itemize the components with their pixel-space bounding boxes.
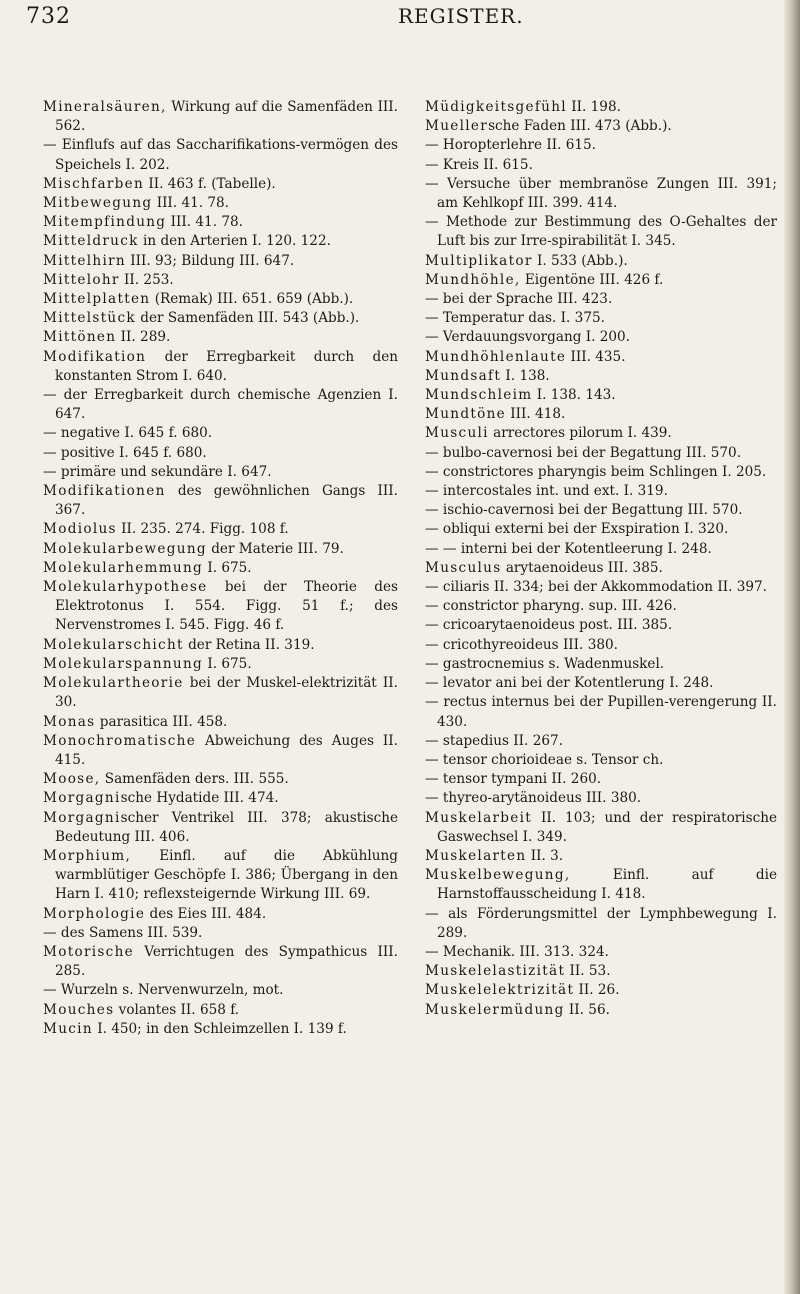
index-entry: [425, 981, 777, 1000]
index-column-left: [43, 98, 398, 1039]
index-reference: der Erregbarkeit durch den konstanten Strom I. 640.: [55, 348, 398, 384]
index-entry: [43, 309, 398, 328]
index-entry: [425, 732, 777, 751]
index-entry: [43, 328, 398, 347]
index-keyword: Mundhöhle,: [425, 271, 521, 288]
index-entry: [425, 789, 777, 808]
index-keyword: Musculi: [425, 425, 489, 442]
index-reference: — Kreis II. 615.: [425, 156, 533, 173]
index-reference: III. 41. 78.: [166, 214, 243, 231]
index-keyword: Molekulartheorie: [43, 675, 184, 692]
index-entry: [43, 444, 398, 463]
index-entry: [43, 578, 398, 636]
index-entry: [43, 386, 398, 424]
index-reference: — bulbo-cavernosi bei der Begattung III. 570.: [425, 444, 742, 461]
index-reference: — cricothyreoideus III. 380.: [425, 636, 618, 653]
index-keyword: Monas: [43, 713, 96, 730]
index-reference: — negative I. 645 f. 680.: [43, 425, 213, 442]
index-entry: [425, 444, 777, 463]
index-entry: [43, 924, 398, 943]
index-reference: — rectus internus bei der Pupillen-verengerung II. 430.: [425, 694, 777, 730]
index-entry: [425, 674, 777, 693]
index-entry: [425, 156, 777, 175]
index-entry: [425, 616, 777, 635]
index-keyword: Muskelermüdung: [425, 1001, 565, 1018]
index-keyword: Mittelohr: [43, 271, 120, 288]
index-entry: [43, 213, 398, 232]
index-entry: [425, 905, 777, 943]
index-entry: [425, 693, 777, 731]
index-entry: [425, 367, 777, 386]
index-keyword: Morphologie: [43, 905, 146, 922]
index-keyword: Molekularbewegung: [43, 540, 207, 557]
index-entry: [425, 520, 777, 539]
index-reference: — cricoarytaenoideus post. III. 385.: [425, 617, 673, 634]
index-entry: [43, 271, 398, 290]
index-reference: bei der Theorie des Elektrotonus I. 554. Figg. 51 f.; des Nervenstromes I. 545. Figg. 46 f.: [55, 579, 398, 634]
index-entry: [43, 732, 398, 770]
index-reference: — constrictores pharyngis beim Schlingen I. 205.: [425, 463, 767, 480]
index-keyword: Morphium,: [43, 847, 132, 864]
index-keyword: Molekularspannung: [43, 655, 204, 672]
index-keyword: Morgagni: [43, 790, 121, 807]
index-reference: — ciliaris II. 334; bei der Akkommodation II. 397.: [425, 579, 767, 596]
index-reference: Samenfäden ders. III. 555.: [100, 771, 289, 788]
index-column-right: [425, 98, 777, 1020]
index-keyword: Mucin: [43, 1020, 93, 1037]
index-reference: Eigentöne III. 426 f.: [520, 271, 664, 288]
index-keyword: Muskelelektrizität: [425, 982, 575, 999]
index-reference: II. 3.: [526, 847, 564, 864]
index-keyword: Mitbewegung: [43, 195, 153, 212]
index-entry: [43, 290, 398, 309]
index-entry: [425, 751, 777, 770]
index-keyword: Molekularschicht: [43, 636, 184, 653]
index-keyword: Mitteldruck: [43, 233, 139, 250]
index-entry: [43, 252, 398, 271]
index-entry: [43, 713, 398, 732]
index-reference: der Materie III. 79.: [206, 540, 344, 557]
index-keyword: Morgagni: [43, 809, 121, 826]
index-entry: [43, 424, 398, 443]
index-keyword: Muskelelastizität: [425, 963, 566, 980]
index-reference: arytaenoideus III. 385.: [501, 559, 663, 576]
index-reference: — Verdauungsvorgang I. 200.: [425, 329, 631, 346]
index-entry: [43, 789, 398, 808]
index-reference: — Horopterlehre II. 615.: [425, 137, 597, 154]
index-entry: [43, 559, 398, 578]
index-keyword: Muskelbewegung,: [425, 867, 571, 884]
index-reference: III. 41. 78.: [152, 195, 230, 212]
index-entry: [425, 809, 777, 847]
index-entry: [425, 559, 777, 578]
index-reference: des Eies III. 484.: [145, 905, 267, 922]
index-entry: [43, 770, 398, 789]
index-reference: — tensor chorioideae s. Tensor ch.: [425, 751, 664, 768]
index-entry: [425, 636, 777, 655]
index-reference: bei der Muskel-elektrizität II. 30.: [55, 675, 398, 711]
index-keyword: Mittelstück: [43, 310, 136, 327]
index-reference: Abweichung des Auges II. 415.: [55, 732, 398, 768]
index-keyword: Mueller: [425, 118, 489, 135]
index-keyword: Modiolus: [43, 521, 117, 538]
index-entry: [425, 962, 777, 981]
index-reference: arrectores pilorum I. 439.: [488, 425, 672, 442]
index-keyword: Mundschleim: [425, 387, 533, 404]
page-number: 732: [26, 4, 71, 29]
index-keyword: Modifikationen: [43, 483, 166, 500]
index-reference: II. 56.: [564, 1001, 610, 1018]
index-entry: [425, 501, 777, 520]
index-entry: [425, 328, 777, 347]
index-keyword: Molekularhypothese: [43, 579, 208, 596]
index-reference: I. 675.: [203, 559, 252, 576]
index-reference: volantes II. 658 f.: [114, 1001, 240, 1018]
index-reference: — Versuche über membranöse Zungen III. 391; am Kehlkopf III. 399. 414.: [425, 175, 777, 212]
index-entry: [425, 463, 777, 482]
index-reference: I. 450; in den Schleimzellen I. 139 f.: [92, 1020, 347, 1037]
index-entry: [43, 540, 398, 559]
index-keyword: Muskelarbeit: [425, 809, 533, 826]
index-entry: [43, 463, 398, 482]
index-entry: [425, 866, 777, 904]
index-reference: (Remak) III. 651. 659 (Abb.).: [150, 291, 354, 308]
index-reference: II. 26.: [574, 982, 620, 999]
index-reference: Einfl. auf die Abkühlung warmblütiger Geschöpfe I. 386; Übergang in den Harn I. 410; reflexsteigernde Wirkung III. 69.: [55, 847, 398, 903]
index-reference: I. 138. 143.: [532, 387, 616, 404]
index-entry: [425, 271, 777, 290]
index-reference: — Einflufs auf das Saccharifikations-vermögen des Speichels I. 202.: [43, 137, 398, 173]
index-reference: — ischio-cavernosi bei der Begattung III. 570.: [425, 502, 743, 519]
index-entry: [425, 405, 777, 424]
index-entry: [425, 424, 777, 443]
index-entry: [425, 213, 777, 251]
index-keyword: Mundtöne: [425, 406, 506, 423]
index-reference: — intercostales int. und ext. I. 319.: [425, 483, 668, 500]
index-reference: parasitica III. 458.: [95, 713, 228, 730]
index-keyword: Mouches: [43, 1001, 115, 1018]
index-reference: — constrictor pharyng. sup. III. 426.: [425, 598, 677, 615]
index-entry: [43, 348, 398, 386]
index-keyword: Modifikation: [43, 348, 147, 365]
index-entry: [43, 175, 398, 194]
index-keyword: Mischfarben: [43, 175, 145, 192]
index-entry: [43, 981, 398, 1000]
index-entry: [43, 482, 398, 520]
index-entry: [425, 290, 777, 309]
index-reference: II. 463 f. (Tabelle).: [144, 175, 276, 192]
index-reference: — des Samens III. 539.: [43, 924, 203, 941]
index-reference: I. 138.: [501, 367, 550, 384]
index-entry: [425, 482, 777, 501]
index-reference: — — interni bei der Kotentleerung I. 248.: [425, 540, 712, 557]
index-entry: [43, 905, 398, 924]
index-reference: — Methode zur Bestimmung des O-Gehaltes der Luft bis zur Irre-spirabilität I. 345.: [425, 214, 777, 250]
index-reference: — bei der Sprache III. 423.: [425, 291, 613, 308]
index-keyword: Muskelarten: [425, 847, 527, 864]
index-entry: [43, 636, 398, 655]
index-keyword: Mittelhirn: [43, 252, 126, 269]
index-entry: [43, 98, 398, 136]
index-entry: [425, 943, 777, 962]
index-reference: Wirkung auf die Samenfäden III. 562.: [55, 99, 398, 135]
index-reference: — Mechanik. III. 313. 324.: [425, 943, 609, 960]
index-reference: — levator ani bei der Kotentlerung I. 248.: [425, 675, 714, 692]
index-entry: [43, 809, 398, 847]
index-keyword: Motorische: [43, 943, 134, 960]
index-entry: [425, 309, 777, 328]
index-reference: der Samenfäden III. 543 (Abb.).: [135, 310, 360, 327]
index-reference: — gastrocnemius s. Wadenmuskel.: [425, 655, 665, 672]
index-entry: [425, 1001, 777, 1020]
index-entry: [425, 597, 777, 616]
index-reference: — primäre und sekundäre I. 647.: [43, 463, 272, 480]
index-entry: [425, 655, 777, 674]
index-entry: [43, 136, 398, 174]
index-reference: — als Förderungsmittel der Lymphbewegung I. 289.: [425, 905, 777, 941]
index-reference: — positive I. 645 f. 680.: [43, 444, 207, 461]
index-reference: II. 198.: [566, 99, 621, 115]
index-reference: Einfl. auf die Harnstoffausscheidung I. 418.: [437, 867, 777, 903]
index-keyword: Mundsaft: [425, 367, 502, 384]
index-entry: [425, 540, 777, 559]
index-reference: scher Ventrikel III. 378; akustische Bedeutung III. 406.: [55, 809, 398, 845]
index-keyword: Multiplikator: [425, 252, 533, 269]
index-reference: I. 533 (Abb.).: [532, 252, 628, 269]
running-head: REGISTER.: [398, 4, 524, 28]
index-entry: [43, 847, 398, 905]
index-entry: [425, 117, 777, 136]
index-reference: der Retina II. 319.: [183, 636, 315, 653]
index-entry: [425, 578, 777, 597]
index-keyword: Mittelplatten: [43, 291, 151, 308]
index-keyword: Monochromatische: [43, 732, 197, 749]
index-entry: [43, 232, 398, 251]
index-reference: II. 53.: [565, 963, 611, 980]
index-keyword: Moose,: [43, 771, 101, 788]
index-entry: [425, 348, 777, 367]
index-keyword: Mitempfindung: [43, 214, 167, 231]
index-reference: in den Arterien I. 120. 122.: [138, 233, 331, 250]
index-reference: II. 235. 274. Figg. 108 f.: [116, 521, 289, 538]
index-reference: des gewöhnlichen Gangs III. 367.: [55, 483, 398, 519]
index-reference: III. 93; Bildung III. 647.: [125, 252, 295, 269]
index-reference: — der Erregbarkeit durch chemische Agenzien I. 647.: [43, 387, 398, 423]
index-entry: [43, 194, 398, 213]
index-entry: [425, 252, 777, 271]
index-reference: II. 253.: [119, 271, 174, 288]
index-reference: III. 418.: [505, 406, 566, 423]
index-reference: — thyreo-arytänoideus III. 380.: [425, 790, 642, 807]
page-edge-shadow: [784, 0, 800, 1294]
index-keyword: Mineralsäuren,: [43, 99, 167, 115]
index-keyword: Mundhöhlenlaute: [425, 348, 567, 365]
index-reference: II. 289.: [116, 329, 171, 346]
index-keyword: Mittönen: [43, 329, 117, 346]
index-reference: III. 435.: [566, 348, 626, 365]
index-entry: [43, 1020, 398, 1039]
index-entry: [43, 943, 398, 981]
index-entry: [425, 175, 777, 213]
index-entry: [43, 1001, 398, 1020]
index-entry: [43, 520, 398, 539]
index-reference: — tensor tympani II. 260.: [425, 771, 602, 788]
index-keyword: Musculus: [425, 559, 502, 576]
index-reference: — stapedius II. 267.: [425, 732, 563, 749]
index-entry: [43, 655, 398, 674]
index-entry: [425, 770, 777, 789]
index-entry: [425, 386, 777, 405]
index-entry: [425, 98, 777, 117]
index-keyword: Müdigkeitsgefühl: [425, 99, 567, 115]
index-reference: — Temperatur das. I. 375.: [425, 310, 605, 327]
index-entry: [425, 847, 777, 866]
index-reference: — Wurzeln s. Nervenwurzeln, mot.: [43, 982, 284, 999]
index-entry: [425, 136, 777, 155]
index-reference: I. 675.: [203, 655, 252, 672]
index-keyword: Molekularhemmung: [43, 559, 204, 576]
index-entry: [43, 674, 398, 712]
index-reference: — obliqui externi bei der Exspiration I. 320.: [425, 521, 729, 538]
index-reference: II. 103; und der respiratorische Gaswechsel I. 349.: [437, 809, 777, 845]
index-reference: sche Faden III. 473 (Abb.).: [488, 118, 672, 135]
index-reference: Verrichtugen des Sympathicus III. 285.: [55, 943, 398, 980]
index-reference: sche Hydatide III. 474.: [120, 790, 279, 807]
